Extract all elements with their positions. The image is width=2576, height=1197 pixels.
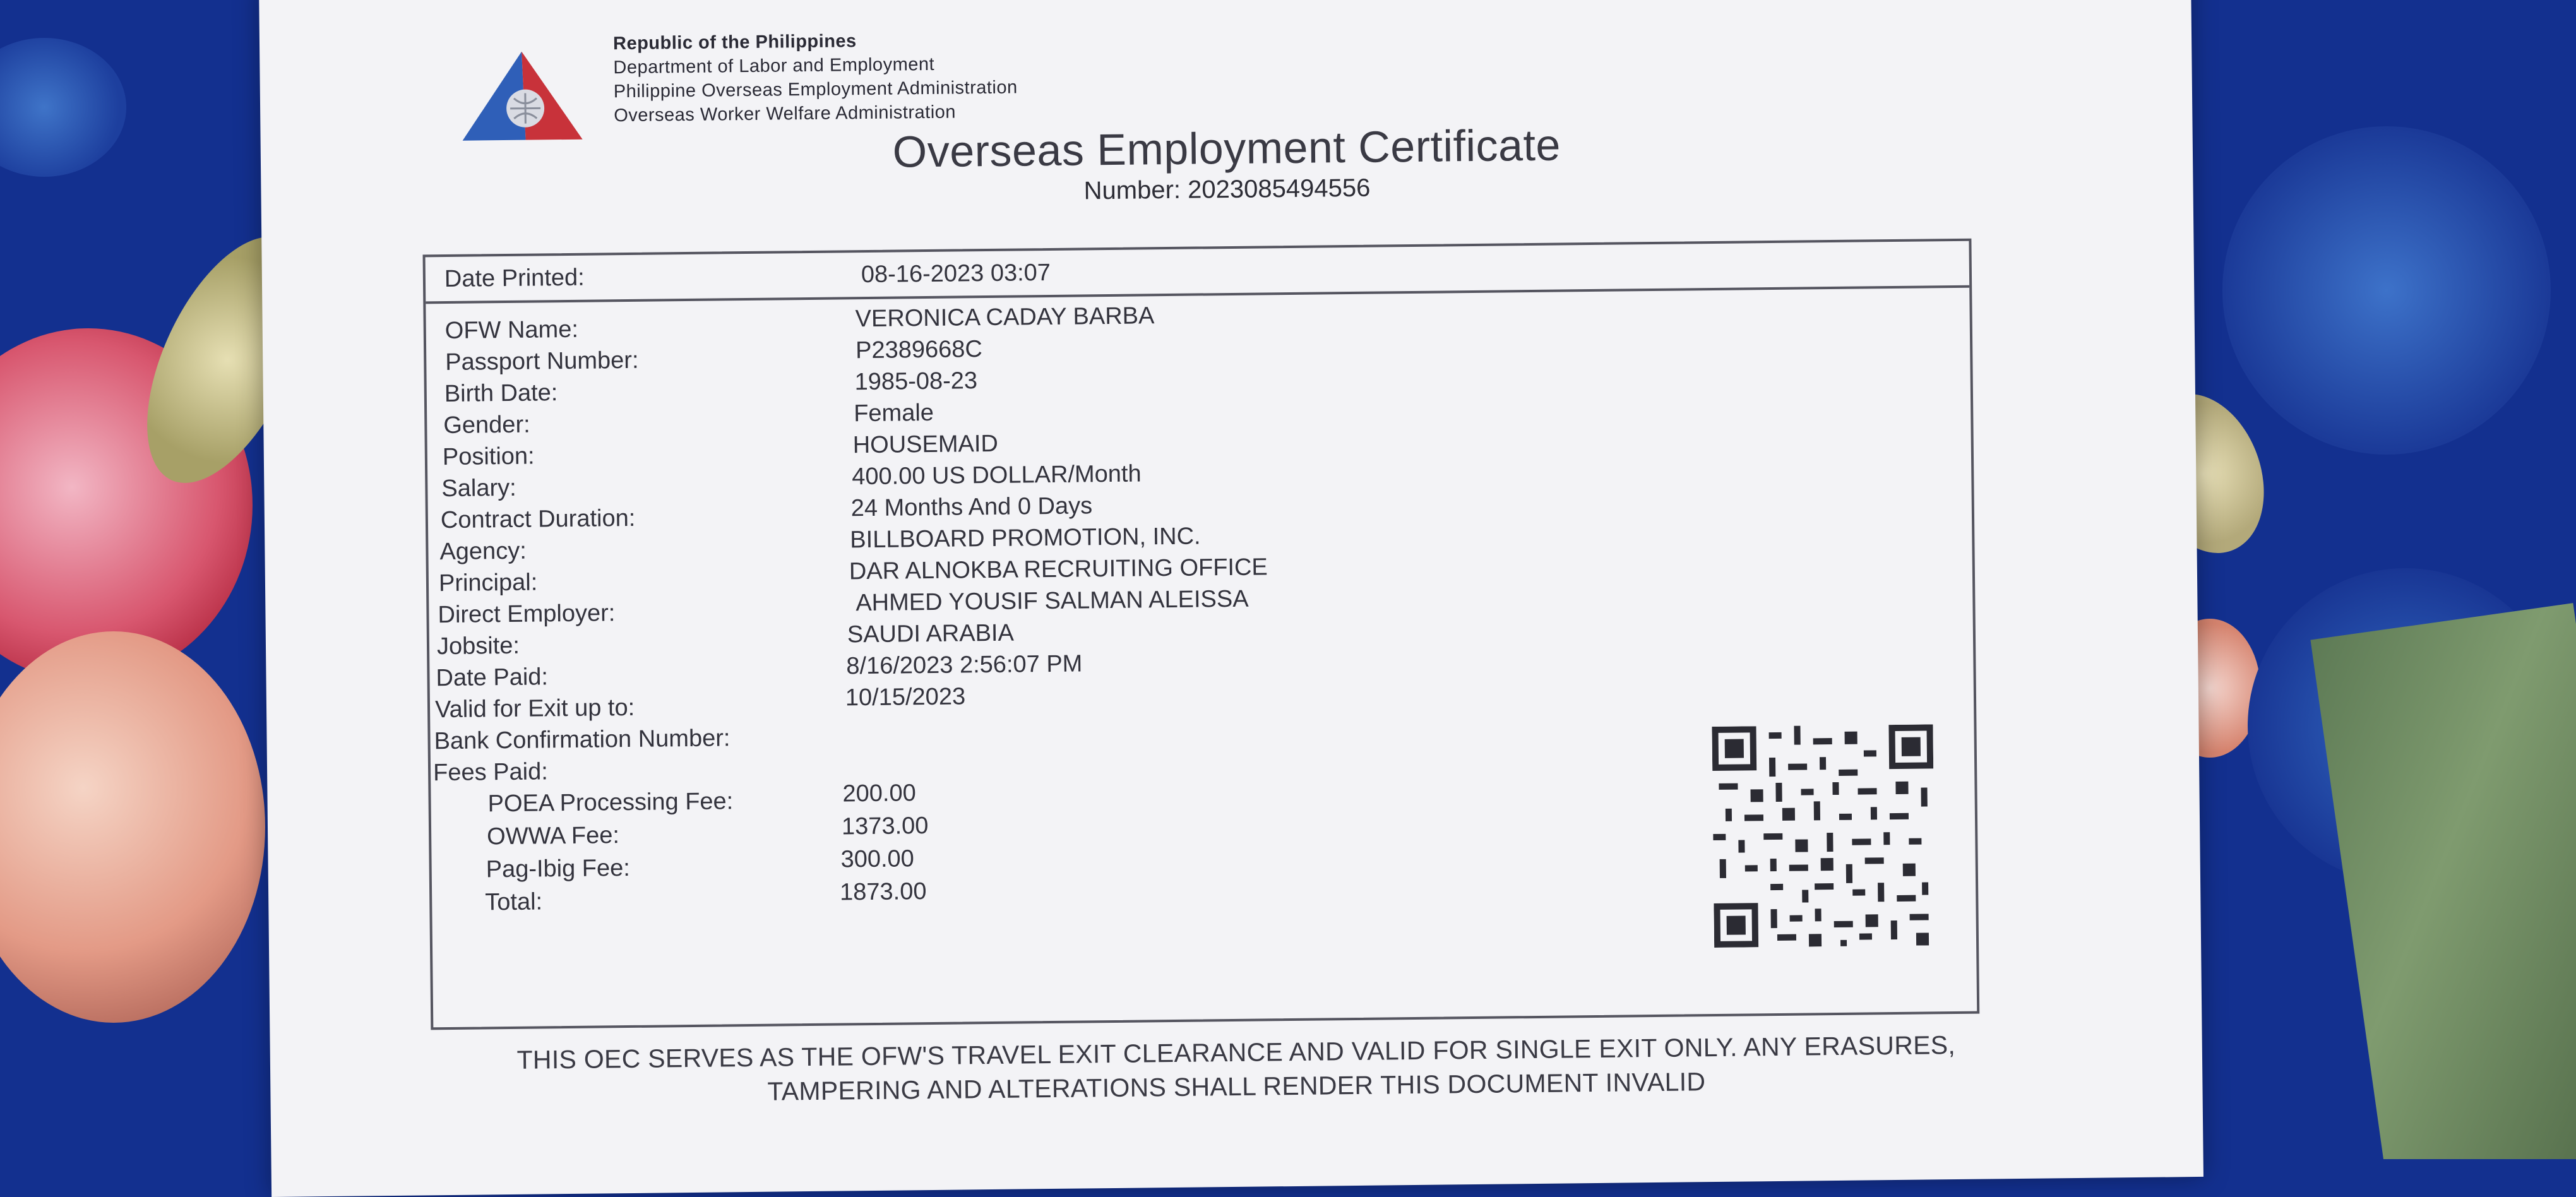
pink-flower-decoration — [0, 631, 265, 1023]
field-label-position: Position: — [442, 443, 535, 471]
fee-value-poea: 200.00 — [842, 780, 916, 807]
field-label-agency: Agency: — [439, 537, 527, 566]
field-value-valid-for-exit: 10/15/2023 — [845, 683, 966, 712]
field-value-passport: P2389668C — [855, 336, 983, 364]
date-printed-value: 08-16-2023 03:07 — [861, 259, 1051, 289]
header-line: Overseas Worker Welfare Administration — [614, 102, 957, 126]
field-label-valid-for-exit: Valid for Exit up to: — [434, 694, 635, 724]
document-title: Overseas Employment Certificate — [892, 120, 1561, 177]
field-label-gender: Gender: — [443, 411, 530, 439]
field-value-salary: 400.00 US DOLLAR/Month — [852, 460, 1142, 491]
field-label-birth-date: Birth Date: — [444, 379, 558, 408]
field-label-ofw-name: OFW Name: — [444, 316, 579, 345]
date-printed-row — [426, 241, 1970, 304]
field-label-direct-employer: Direct Employer: — [438, 600, 616, 629]
field-label-jobsite: Jobsite: — [436, 632, 520, 660]
green-cloth — [2310, 603, 2576, 1159]
field-value-principal: DAR ALNOKBA RECRUITING OFFICE — [849, 554, 1268, 585]
fabric-pattern — [2222, 126, 2551, 455]
field-label-fees-paid: Fees Paid: — [432, 758, 548, 787]
leaf-decoration — [0, 38, 126, 177]
fee-label-owwa: OWWA Fee: — [486, 822, 620, 850]
field-value-date-paid: 8/16/2023 2:56:07 PM — [846, 650, 1083, 680]
fee-value-total: 1873.00 — [839, 878, 927, 906]
field-label-principal: Principal: — [438, 569, 538, 597]
notice-line-1: THIS OEC SERVES AS THE OFW'S TRAVEL EXIT CLEARANCE AND VALID FOR SINGLE EXIT ONLY. ANY ERASURES, — [516, 1030, 1956, 1075]
date-printed-label: Date Printed: — [444, 264, 585, 293]
fee-value-pag-ibig: 300.00 — [840, 845, 915, 873]
field-value-direct-employer: AHMED YOUSIF SALMAN ALEISSA — [856, 585, 1249, 617]
field-label-date-paid: Date Paid: — [436, 664, 549, 692]
field-value-position: HOUSEMAID — [852, 430, 999, 459]
field-value-gender: Female — [853, 399, 934, 427]
field-label-salary: Salary: — [441, 474, 516, 503]
header-line: Department of Labor and Employment — [613, 54, 935, 78]
fee-label-poea: POEA Processing Fee: — [487, 788, 734, 818]
fee-label-total: Total: — [485, 888, 543, 916]
field-value-jobsite: SAUDI ARABIA — [847, 619, 1015, 648]
validity-notice — [346, 1026, 2127, 1113]
certificate-paper — [259, 0, 2203, 1197]
field-label-contract-duration: Contract Duration: — [440, 504, 636, 534]
field-value-contract-duration: 24 Months And 0 Days — [850, 492, 1093, 522]
field-value-ofw-name: VERONICA CADAY BARBA — [855, 302, 1155, 333]
field-value-birth-date: 1985-08-23 — [854, 367, 978, 396]
fee-value-owwa: 1373.00 — [841, 813, 929, 840]
agency-header — [613, 26, 1183, 128]
notice-line-2: TAMPERING AND ALTERATIONS SHALL RENDER THIS DOCUMENT INVALID — [767, 1067, 1706, 1106]
certificate-number: Number: 2023085494556 — [1083, 174, 1371, 205]
header-line: Philippine Overseas Employment Administration — [613, 77, 1018, 102]
header-line: Republic of the Philippines — [612, 31, 857, 54]
fee-label-pag-ibig: Pag-Ibig Fee: — [486, 854, 631, 883]
field-label-passport: Passport Number: — [445, 347, 639, 376]
field-label-bank-confirmation: Bank Confirmation Number: — [434, 725, 730, 755]
qr-code-icon — [1712, 724, 1935, 948]
field-value-agency: BILLBOARD PROMOTION, INC. — [850, 523, 1201, 554]
details-frame — [423, 239, 1980, 1030]
